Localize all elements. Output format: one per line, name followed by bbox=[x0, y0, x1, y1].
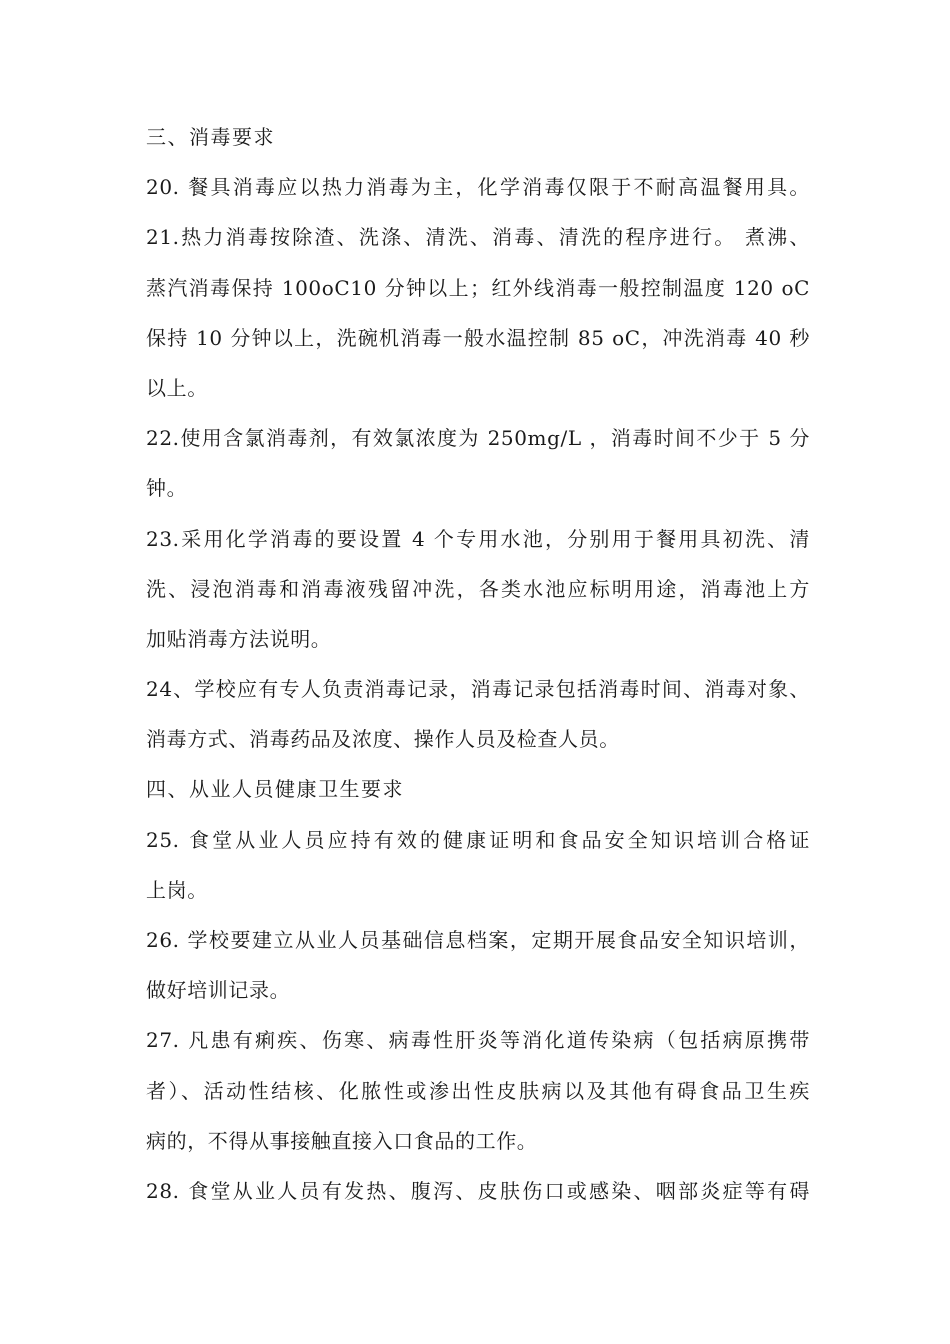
text-line: 蒸汽消毒保持 100oC10 分钟以上；红外线消毒一般控制温度 120 oC bbox=[146, 275, 810, 300]
text-line: 22.使用含氯消毒剂，有效氯浓度为 250mg/L ，消毒时间不少于 5 分 bbox=[146, 426, 810, 451]
text-line: 消毒方式、消毒药品及浓度、操作人员及检查人员。 bbox=[146, 727, 620, 752]
text-line: 病的，不得从事接触直接入口食品的工作。 bbox=[146, 1128, 538, 1153]
text-line: 23.采用化学消毒的要设置 4 个专用水池，分别用于餐用具初洗、清 bbox=[146, 526, 810, 551]
text-line: 25. 食堂从业人员应持有效的健康证明和食品安全知识培训合格证 bbox=[146, 827, 810, 852]
text-line: 钟。 bbox=[146, 476, 188, 501]
text-line: 21.热力消毒按除渣、洗涤、清洗、消毒、清洗的程序进行。 煮沸、 bbox=[146, 225, 810, 250]
text-line: 20. 餐具消毒应以热力消毒为主，化学消毒仅限于不耐高温餐用具。 bbox=[146, 175, 810, 200]
text-line: 做好培训记录。 bbox=[146, 978, 291, 1003]
document-body bbox=[146, 112, 810, 1216]
text-line: 者）、活动性结核、化脓性或渗出性皮肤病以及其他有碍食品卫生疾 bbox=[146, 1078, 810, 1103]
text-line: 以上。 bbox=[146, 375, 208, 400]
text-line: 24、学校应有专人负责消毒记录，消毒记录包括消毒时间、消毒对象、 bbox=[146, 677, 810, 702]
text-line: 洗、浸泡消毒和消毒液残留冲洗，各类水池应标明用途，消毒池上方 bbox=[146, 576, 810, 601]
text-line: 保持 10 分钟以上，洗碗机消毒一般水温控制 85 oC，冲洗消毒 40 秒 bbox=[146, 325, 810, 350]
text-line: 27. 凡患有痢疾、伤寒、病毒性肝炎等消化道传染病（包括病原携带 bbox=[146, 1028, 810, 1053]
section-heading: 三、消毒要求 bbox=[146, 125, 275, 149]
text-line: 28. 食堂从业人员有发热、腹泻、皮肤伤口或感染、咽部炎症等有碍 bbox=[146, 1178, 810, 1203]
text-line: 上岗。 bbox=[146, 877, 208, 902]
section-heading: 四、从业人员健康卫生要求 bbox=[146, 777, 404, 802]
text-line: 加贴消毒方法说明。 bbox=[146, 626, 332, 651]
text-line: 26. 学校要建立从业人员基础信息档案，定期开展食品安全知识培训， bbox=[146, 928, 810, 952]
